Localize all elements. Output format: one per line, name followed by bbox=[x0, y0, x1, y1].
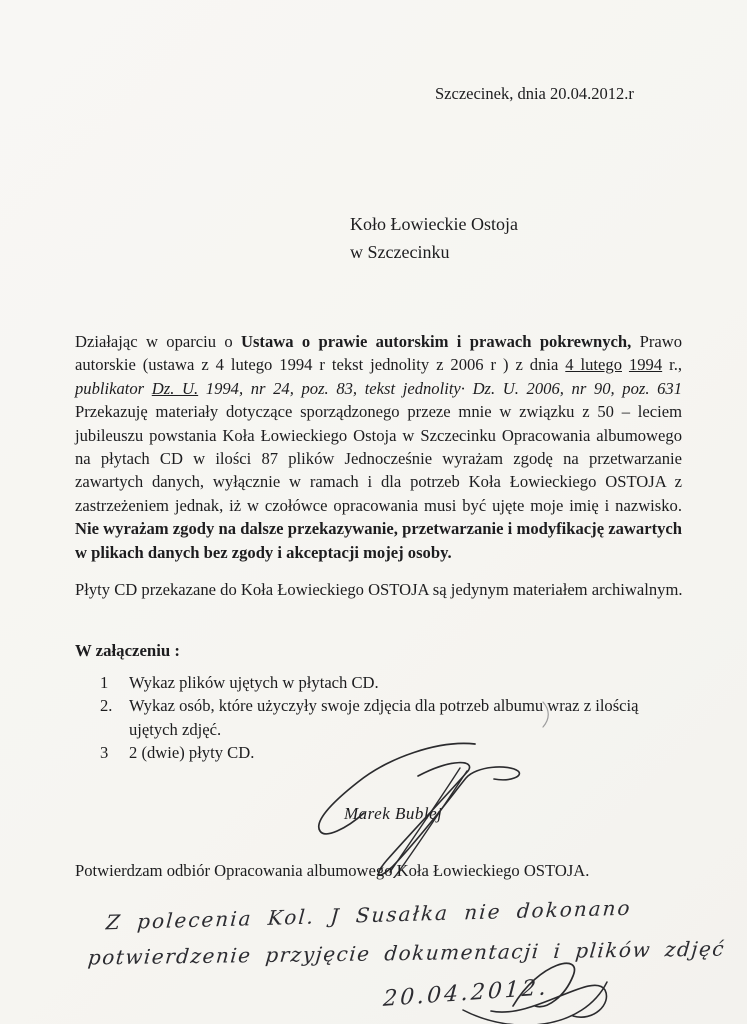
item-text: Wykaz osób, które użyczyły swoje zdjęcia dla potrzeb albumu wraz z ilością ujętych zdjęć. bbox=[129, 696, 639, 739]
para1-italic-citation: 1994, nr 24, poz. 83, tekst jednolity· Dz. U. 2006, nr 90, poz. 631 bbox=[198, 378, 682, 398]
item-number: 2. bbox=[100, 696, 113, 716]
attachments-heading: W załączeniu : bbox=[75, 641, 181, 660]
para1-seg: Działając w oparciu o bbox=[75, 332, 241, 351]
list-item bbox=[100, 671, 675, 694]
para1-underline-date: 4 lutego bbox=[565, 355, 622, 375]
item-number: 1 bbox=[100, 673, 109, 692]
para1-italic-publikator: publikator bbox=[75, 378, 152, 398]
item-number: 3 bbox=[100, 743, 109, 763]
pen-mark bbox=[541, 700, 553, 730]
para1-seg: Prawo autorskie (ustawa z 4 lutego 1994 r tekst jednolity z 2006 r ) z dnia bbox=[75, 332, 682, 375]
handwritten-note-line2: potwierdzenie przyjęcie dokumentacji i plików zdjęć bbox=[86, 936, 727, 970]
handwritten-note-date: 20.04.2012. bbox=[382, 975, 550, 1012]
item-text: 2 (dwie) płyty CD. bbox=[129, 743, 255, 763]
para1-seg: r., bbox=[662, 355, 682, 375]
handwritten-note-line1: Z polecenia Kol. J Susałka nie dokonano bbox=[105, 895, 633, 935]
para1-bold-law-title: Ustawa o prawie autorskim i prawach pokrewnych, bbox=[240, 332, 632, 351]
cd-statement: Płyty CD przekazane do Koła Łowieckiego OSTOJA są jedynym materiałem archiwalnym. bbox=[75, 580, 683, 599]
addressee-city: w Szczecinku bbox=[350, 242, 450, 262]
handwritten-signature bbox=[270, 738, 550, 878]
para1-seg bbox=[622, 355, 629, 374]
para1-seg: Przekazuję materiały dotyczące sporządzonego przeze mnie w związku z 50 – leciem jubileuszu powstania Koła Łowieckiego Ostoja w Szczecinku Opracowania albumowego na płytach CD w ilości 87 plików Jednocześnie wyrażam zgodę na przetwarzanie zawartych danych, wyłącznie w ramach i dla potrzeb Koła Łowieckiego OSTOJA z zastrzeżeniem jednak, iż w czołówce opracowania musi być ujęte moje imię i nazwisko. bbox=[75, 402, 682, 515]
item-text: Wykaz plików ujętych w płytach CD. bbox=[129, 673, 379, 692]
confirmation-line: Potwierdzam odbiór Opracowania albumowego Koła Łowieckiego OSTOJA. bbox=[75, 861, 590, 880]
para1-underline-year: 1994 bbox=[628, 355, 663, 375]
dateline: Szczecinek, dnia 20.04.2012.r bbox=[435, 84, 634, 103]
para1-bold-refusal: Nie wyrażam zgody na dalsze przekazywanie, przetwarzanie i modyfikację zawartych w plikach danych bez zgody i akceptacji mojej osoby. bbox=[75, 519, 682, 562]
typed-signature-name: Marek Bublej bbox=[344, 804, 443, 823]
addressee-name: Koło Łowieckie Ostoja bbox=[350, 214, 518, 234]
list-item bbox=[100, 694, 675, 741]
main-paragraph bbox=[75, 330, 682, 564]
para1-italic-underline-dzu: Dz. U. bbox=[151, 378, 199, 398]
handwritten-initials bbox=[455, 948, 625, 1024]
addressee-block bbox=[350, 210, 518, 266]
